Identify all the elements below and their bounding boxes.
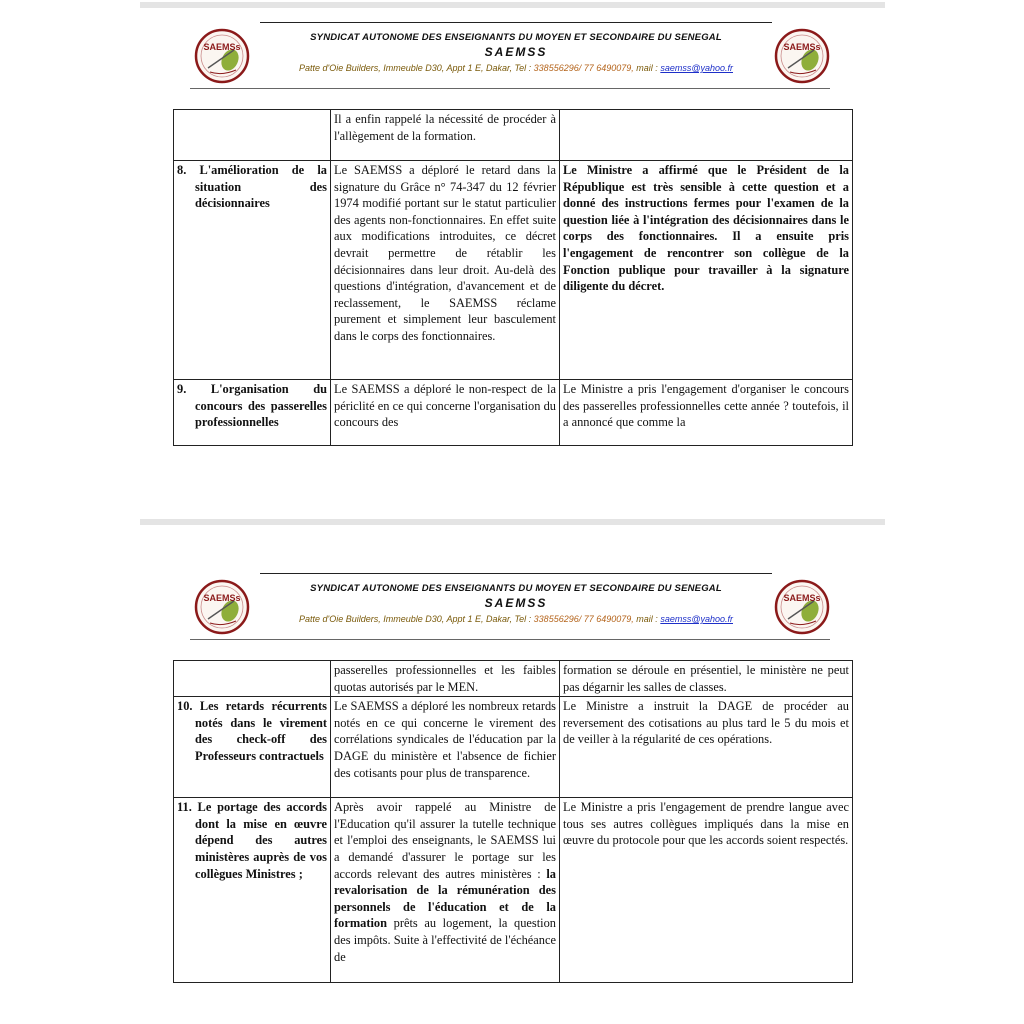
union-contact [260, 63, 772, 73]
letterhead-top-line [260, 573, 772, 574]
table-row [174, 161, 853, 380]
complaint-cell: passerelles professionnelles et les faibles quotas autorisés par le MEN. [331, 661, 560, 697]
topic-cell [174, 661, 331, 697]
svg-text:SAEMSs: SAEMSs [203, 593, 241, 603]
svg-text:SAEMSs: SAEMSs [783, 42, 821, 52]
union-acronym: SAEMSS [484, 596, 548, 610]
letterhead-top-line [260, 22, 772, 23]
saemss-logo-right [774, 579, 830, 635]
svg-text:SAEMSs: SAEMSs [203, 42, 241, 52]
complaint-cell: Le SAEMSS a déploré le retard dans la signature du Grâce n° 74-347 du 12 février 1974 modifié portant sur le statut particulier des agents non-fonctionnaires. En effet suite aux modifications introduites, ce décret devrait permettre de rétablir les décisionnaires dans leur droit. Au-delà des questions d'intégration, d'avancement et de reclassement, le SAEMSS réclame purement et simplement leur basculement dans le corps des fonctionnaires. [331, 161, 560, 380]
phones: 338556296/ 77 6490079, [533, 63, 634, 73]
union-contact [260, 614, 772, 624]
saemss-logo-left [194, 28, 250, 84]
union-name: SYNDICAT AUTONOME DES ENSEIGNANTS DU MOYEN ET SECONDAIRE DU SENEGAL [310, 583, 722, 594]
page-separator-middle [140, 519, 885, 525]
table-row [174, 110, 853, 161]
complaint-bold-text: la revalorisation de la rémunération des personnels de l'éducation et de la formation [334, 866, 556, 931]
table-row [174, 697, 853, 798]
minutes-table-page2 [173, 660, 853, 983]
table-row [174, 798, 853, 983]
mail-label: mail : [636, 614, 658, 624]
table-row [174, 380, 853, 446]
page-separator-top [140, 2, 885, 8]
complaint-cell: Le SAEMSS a déploré le non-respect de la périclité en ce qui concerne l'organisation du concours des [331, 380, 560, 446]
minutes-table-page1 [173, 109, 853, 446]
letterhead-bottom-line [190, 639, 830, 640]
letterhead-page1 [190, 22, 830, 90]
saemss-logo-right [774, 28, 830, 84]
email-link[interactable]: saemss@yahoo.fr [660, 63, 733, 73]
response-cell: Le Ministre a instruit la DAGE de procéder au reversement des cotisations au plus tard le 5 du mois et de veiller à la régularité de ces opérations. [560, 697, 853, 798]
complaint-cell: Il a enfin rappelé la nécessité de procéder à l'allègement de la formation. [331, 110, 560, 161]
union-name: SYNDICAT AUTONOME DES ENSEIGNANTS DU MOYEN ET SECONDAIRE DU SENEGAL [310, 32, 722, 43]
address: Patte d'Oie Builders, Immeuble D30, Appt 1 E, Dakar, Tel : [298, 614, 532, 624]
topic-cell: 9. L'organisation du concours des passerelles professionnelles [174, 380, 331, 446]
topic-cell: 11. Le portage des accords dont la mise en œuvre dépend des autres ministères auprès de vos collègues Ministres ; [174, 798, 331, 983]
letterhead-bottom-line [190, 88, 830, 89]
response-cell: Le Ministre a pris l'engagement d'organiser le concours des passerelles professionnelles cette année ? toutefois, il a annoncé que comme la [560, 380, 853, 446]
complaint-text: Après avoir rappelé au Ministre de l'Education qu'il assurer la tutelle technique et l'emploi des enseignants, le SAEMSS lui a demandé d'assurer le portage sur les accords relevant des autres ministères : [334, 800, 556, 881]
svg-text:SAEMSs: SAEMSs [783, 593, 821, 603]
saemss-logo-left [194, 579, 250, 635]
topic-cell: 10. Les retards récurrents notés dans le virement des check-off des Professeurs contractuels [174, 697, 331, 798]
table-row [174, 661, 853, 697]
response-cell: formation se déroule en présentiel, le ministère ne peut pas dégarnir les salles de classes. [560, 661, 853, 697]
complaint-text-end: prêts au logement, la question des impôts. Suite à l'effectivité de l'échéance de [334, 916, 556, 964]
response-cell: Le Ministre a pris l'engagement de prendre langue avec tous ses autres collègues impliqués dans la mise en œuvre du protocole pour que les accords soient respectés. [560, 798, 853, 983]
topic-cell [174, 110, 331, 161]
complaint-cell [331, 798, 560, 983]
response-cell: Le Ministre a affirmé que le Président de la République est très sensible à cette question et a donné des instructions fermes pour l'examen de la question liée à l'intégration des décisionnaires dans le corps des fonctionnaires. Il a ensuite pris l'engagement de rencontrer son collègue de la Fonction publique pour travailler à la signature diligente du décret. [560, 161, 853, 380]
response-cell [560, 110, 853, 161]
phones: 338556296/ 77 6490079, [533, 614, 634, 624]
topic-cell: 8. L'amélioration de la situation des décisionnaires [174, 161, 331, 380]
address: Patte d'Oie Builders, Immeuble D30, Appt 1 E, Dakar, Tel : [298, 63, 532, 73]
complaint-cell: Le SAEMSS a déploré les nombreux retards notés en ce qui concerne le virement des corrélations syndicales de l'éducation par la DAGE du ministère et l'absence de fichier des cotisants pour plus de transparence. [331, 697, 560, 798]
email-link[interactable]: saemss@yahoo.fr [660, 614, 733, 624]
letterhead-page2 [190, 573, 830, 641]
union-acronym: SAEMSS [484, 45, 548, 59]
mail-label: mail : [636, 63, 658, 73]
